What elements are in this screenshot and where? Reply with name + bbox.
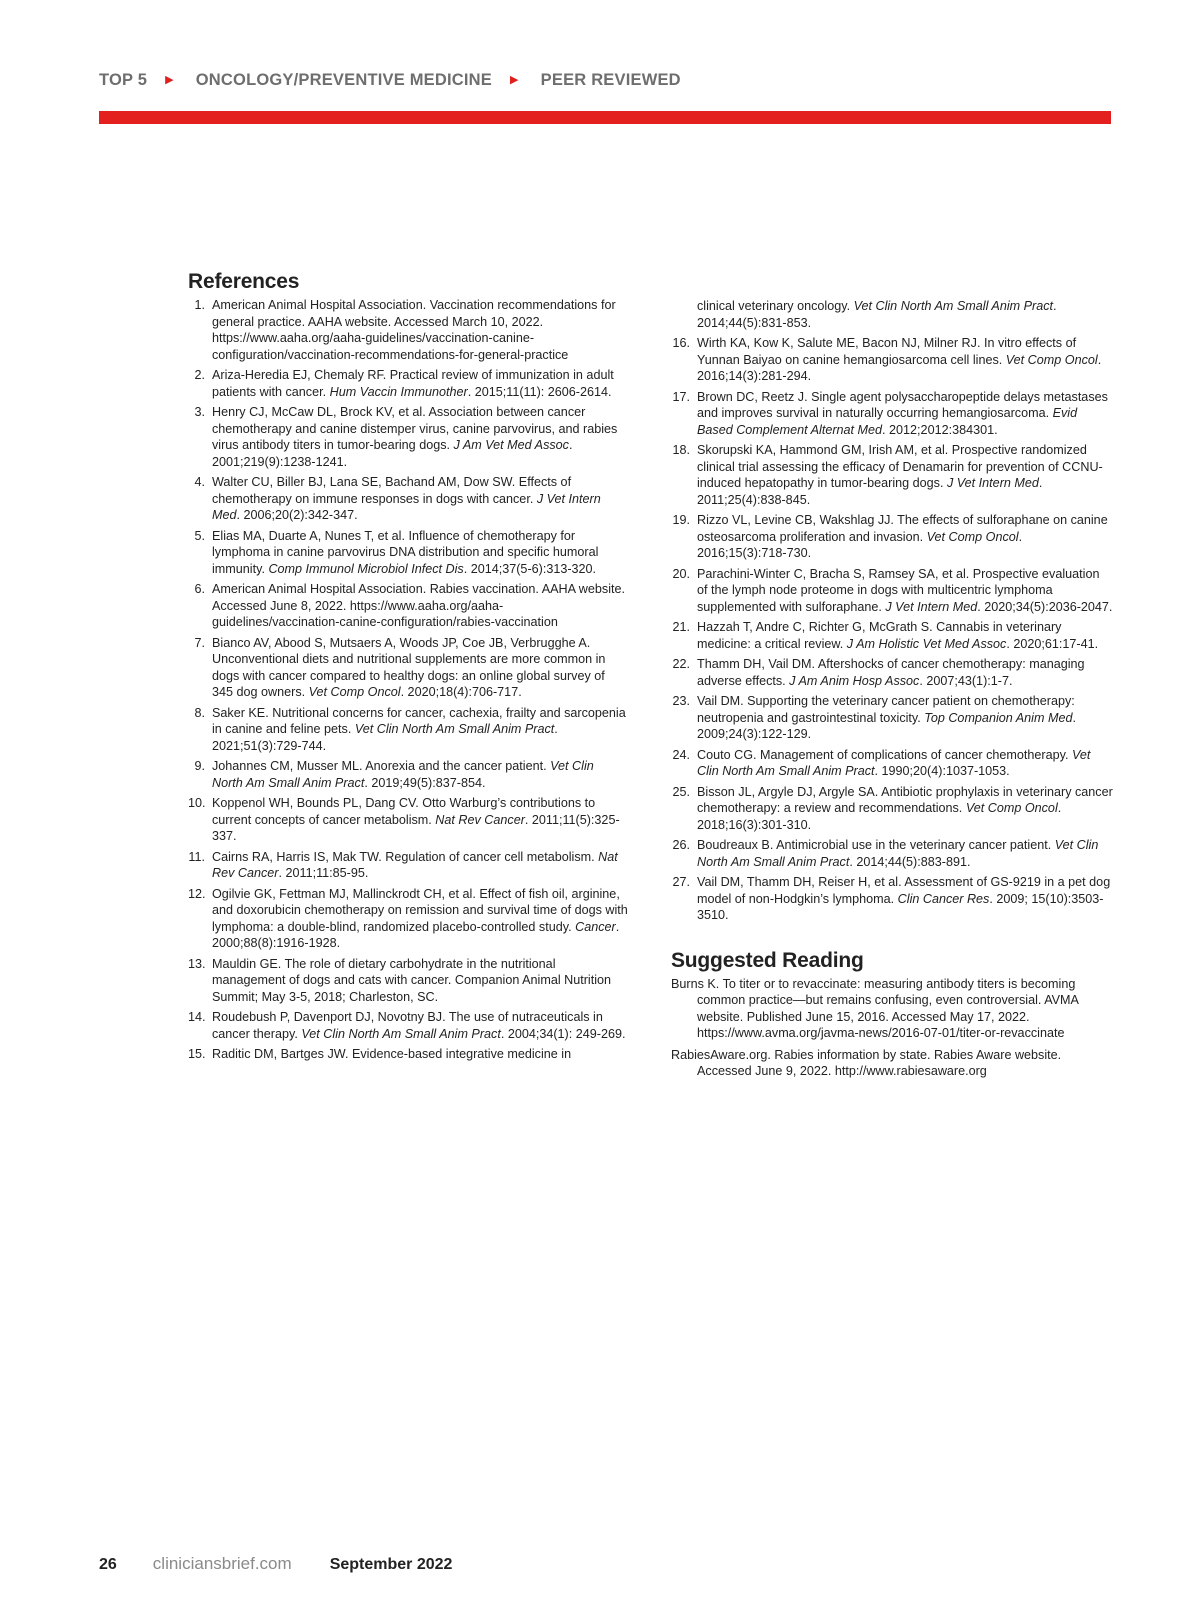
reference-journal: J Vet Intern Med [212, 491, 601, 522]
reference-item [188, 297, 628, 363]
reference-number: 13. [188, 956, 206, 971]
reference-number: 21. [672, 620, 690, 634]
reference-text: Raditic DM, Bartges JW. Evidence-based integrative medicine in [212, 1047, 572, 1061]
reference-citation: . 2016;14(3):281-294. [697, 352, 1102, 383]
reference-text: Roudebush P, Davenport DJ, Novotny BJ. The use of nutraceuticals in cancer therapy. [212, 1010, 603, 1041]
issue-date: September 2022 [329, 1556, 453, 1573]
reference-citation: . 2015;11(11): 2606-2614. [467, 384, 612, 399]
reference-text: Vail DM, Thamm DH, Reiser H, et al. Assessment of GS-9219 in a pet dog model of non-Hodgkin’s lymphoma. [697, 875, 1111, 906]
reference-item [671, 335, 1113, 385]
reference-number: 18. [672, 443, 690, 457]
reference-number: 16. [672, 336, 690, 350]
reference-number: 14. [188, 1010, 206, 1024]
reference-journal: Top Companion Anim Med [924, 710, 1073, 725]
reference-journal: Nat Rev Cancer [212, 849, 618, 880]
reference-item [671, 298, 1113, 331]
reference-number: 15. [188, 1047, 206, 1061]
breadcrumb-separator-icon: ▶ [165, 74, 174, 86]
reference-citation: . 2007;43(1):1-7. [919, 673, 1013, 688]
reference-item [671, 747, 1113, 780]
reference-item [671, 656, 1113, 689]
reference-citation: . 2020;18(4):706-717. [400, 685, 522, 699]
references-title: References [188, 270, 300, 293]
reference-journal: Evid Based Complement Alternat Med [697, 406, 1078, 437]
reference-text: Wirth KA, Kow K, Salute ME, Bacon NJ, Milner RJ. In vitro effects of Yunnan Baiyao on canine hemangiosarcoma cell lines. [697, 336, 1077, 367]
reference-text: Rizzo VL, Levine CB, Wakshlag JJ. The effects of sulforaphane on canine osteosarcoma proliferation and invasion. [697, 513, 1108, 544]
reference-number: 19. [672, 513, 690, 527]
reference-number: 10. [188, 796, 206, 810]
reference-number: 3. [194, 405, 205, 419]
breadcrumb [99, 71, 681, 90]
reference-text: Cairns RA, Harris IS, Mak TW. Regulation of cancer cell metabolism. [212, 849, 599, 864]
reference-citation: . 2011;11(5):325-337. [212, 812, 620, 843]
reference-item [671, 512, 1113, 562]
reference-citation: . 1990;20(4):1037-1053. [874, 764, 1010, 778]
reference-number: 20. [672, 566, 690, 581]
reference-text: Thamm DH, Vail DM. Aftershocks of cancer chemotherapy: managing adverse effects. [697, 657, 1085, 688]
reference-journal: Vet Clin North Am Small Anim Pract [697, 838, 1099, 869]
reference-text: Vail DM. Supporting the veterinary cancer patient on chemotherapy: neutropenia and gastrointestinal toxicity. [697, 694, 1075, 725]
reference-number: 2. [194, 368, 205, 382]
reference-item [671, 566, 1113, 616]
references-list-continued [671, 298, 1113, 924]
reference-number: 11. [188, 849, 205, 864]
reference-number: 26. [672, 838, 690, 852]
reference-text: Bisson JL, Argyle DJ, Argyle SA. Antibiotic prophylaxis in veterinary cancer chemotherapy: a review and recommendations. [697, 784, 1113, 815]
reference-citation: . 2021;51(3):729-744. [212, 722, 558, 753]
reference-journal: Nat Rev Cancer [435, 812, 525, 827]
reference-item [188, 404, 628, 470]
suggested-reading-item: Burns K. To titer or to revaccinate: measuring antibody titers is becoming common practice—but remains confusing, even controversial. AVMA website. Published June 15, 2016. Accessed May 17, 2022. https://www.avma.org/javma-news/2016-07-01/titer-or-revaccinate [671, 976, 1079, 1040]
reference-journal: J Am Holistic Vet Med Assoc [846, 636, 1007, 651]
reference-journal: Cancer [575, 919, 616, 934]
reference-journal: Clin Cancer Res [897, 891, 990, 906]
reference-item [671, 837, 1113, 870]
breadcrumb-separator-icon: ▶ [510, 74, 519, 86]
references-list [188, 297, 628, 1063]
reference-number: 8. [194, 705, 205, 720]
reference-text: Johannes CM, Musser ML. Anorexia and the cancer patient. [212, 759, 551, 773]
reference-number: 24. [672, 747, 690, 762]
reference-number: 5. [194, 528, 205, 543]
suggested-reading-title: Suggested Reading [671, 948, 864, 972]
reference-journal: Vet Clin North Am Small Anim Pract [301, 1026, 501, 1041]
reference-journal: Vet Clin North Am Small Anim Pract [212, 759, 594, 790]
reference-journal: Vet Comp Oncol [1005, 352, 1098, 367]
reference-text: Bianco AV, Abood S, Mutsaers A, Woods JP, Coe JB, Verbrugghe A. Unconventional diets and nutritional supplements are more common in dogs with cancer compared to healthy dogs: an online global survey of 345 dog owners. [212, 635, 606, 699]
reference-journal: Vet Clin North Am Small Anim Pract [354, 722, 555, 736]
reference-number: 23. [672, 694, 690, 708]
reference-citation: . 2018;16(3):301-310. [697, 801, 1062, 832]
reference-citation: . 2004;34(1): 249-269. [500, 1026, 626, 1041]
reference-text: Walter CU, Biller BJ, Lana SE, Bachand AM, Dow SW. Effects of chemotherapy on immune responses in dogs with cancer. [212, 475, 572, 506]
page-number: 26 [99, 1556, 117, 1573]
reference-number: 4. [194, 475, 205, 489]
reference-journal: Vet Comp Oncol [926, 529, 1019, 544]
reference-item [188, 367, 628, 400]
reference-text: Henry CJ, McCaw DL, Brock KV, et al. Association between cancer chemotherapy and canine distemper virus, canine parvovirus, and rabies virus antibody titers in tumor-bearing dogs. [212, 405, 618, 452]
reference-journal: Vet Clin North Am Small Anim Pract [853, 299, 1054, 313]
reference-text: Hazzah T, Andre C, Richter G, McGrath S. Cannabis in veterinary medicine: a critical review. [697, 620, 1062, 651]
reference-text: Parachini-Winter C, Bracha S, Ramsey SA, et al. Prospective evaluation of the lymph node proteome in dogs with multicentric lymphoma supplemented with sulforaphane. [697, 566, 1100, 614]
reference-item [188, 528, 628, 578]
reference-journal: Hum Vaccin Immunother [329, 384, 468, 399]
page-footer [99, 1554, 452, 1574]
reference-citation: . 2020;34(5):2036-2047. [977, 599, 1113, 614]
reference-text: Skorupski KA, Hammond GM, Irish AM, et al. Prospective randomized clinical trial assessing the efficacy of Denamarin for prevention of CCNU-induced hepatopathy in tumor-bearing dogs. [697, 443, 1103, 490]
reference-journal: Vet Comp Oncol [965, 801, 1058, 815]
breadcrumb-top5[interactable]: TOP 5 [99, 71, 148, 89]
reference-text: Couto CG. Management of complications of cancer chemotherapy. [697, 747, 1072, 762]
site-link[interactable]: cliniciansbrief.com [152, 1554, 292, 1573]
suggested-reading-list [671, 976, 1113, 1080]
reference-item [671, 619, 1113, 652]
reference-citation: . 2014;44(5):831-853. [697, 299, 1057, 330]
reference-journal: Vet Comp Oncol [308, 685, 401, 699]
reference-text: Saker KE. Nutritional concerns for cancer, cachexia, frailty and sarcopenia in canine and feline pets. [212, 705, 626, 736]
reference-journal: J Am Anim Hosp Assoc [789, 673, 920, 688]
reference-journal: Comp Immunol Microbiol Infect Dis [268, 561, 464, 576]
reference-item [188, 956, 628, 1006]
reference-item [188, 795, 628, 845]
reference-citation: . 2016;15(3):718-730. [697, 529, 1023, 560]
reference-item [671, 784, 1113, 834]
reference-citation: . 2014;44(5):883-891. [849, 854, 971, 869]
reference-item [188, 758, 628, 791]
reference-item [188, 474, 628, 524]
reference-item [671, 874, 1113, 924]
reference-item [188, 635, 628, 701]
reference-number: 17. [672, 389, 690, 404]
reference-item [671, 389, 1113, 439]
suggested-reading-item: RabiesAware.org. Rabies information by state. Rabies Aware website. Accessed June 9, 2022. http://www.rabiesaware.org [671, 1047, 1062, 1078]
reference-citation: . 2000;88(8):1916-1928. [212, 919, 620, 950]
header-accent-bar [99, 111, 1111, 124]
reference-item [188, 849, 628, 882]
reference-number: 22. [672, 657, 690, 671]
reference-text: Ariza-Heredia EJ, Chemaly RF. Practical review of immunization in adult patients with cancer. [212, 368, 614, 399]
reference-number: 9. [194, 759, 205, 773]
reference-number: 7. [194, 635, 205, 650]
reference-text: Mauldin GE. The role of dietary carbohydrate in the nutritional management of dogs and cats with cancer. Companion Animal Nutrition Summit; May 3-5, 2018; Charleston, SC. [212, 956, 612, 1004]
reference-journal: J Vet Intern Med [885, 599, 978, 614]
reference-item [188, 886, 628, 952]
references-column-left [188, 269, 628, 1067]
breadcrumb-oncology[interactable]: ONCOLOGY/PREVENTIVE MEDICINE [195, 71, 492, 89]
reference-citation: . 2012;2012:384301. [882, 422, 998, 437]
reference-number: 27. [672, 875, 690, 889]
references-column-right [671, 298, 1113, 1085]
reference-journal: J Am Vet Med Assoc [453, 438, 569, 452]
reference-number: 6. [194, 582, 205, 596]
reference-text: Elias MA, Duarte A, Nunes T, et al. Influence of chemotherapy for lymphoma in canine parvovirus DNA distribution and specific humoral immunity. [212, 528, 599, 576]
reference-item [188, 1009, 628, 1042]
reference-text: Koppenol WH, Bounds PL, Dang CV. Otto Warburg’s contributions to current concepts of cancer metabolism. [212, 796, 596, 827]
reference-item [188, 581, 628, 631]
reference-citation: . 2020;61:17-41. [1006, 636, 1099, 651]
reference-text: Boudreaux B. Antimicrobial use in the veterinary cancer patient. [697, 838, 1055, 852]
reference-citation: . 2014;37(5-6):313-320. [463, 561, 597, 576]
reference-item [671, 442, 1113, 508]
reference-journal: J Vet Intern Med [946, 476, 1039, 490]
reference-text: Brown DC, Reetz J. Single agent polysaccharopeptide delays metastases and improves survival in naturally occurring hemangiosarcoma. [697, 389, 1108, 420]
reference-text: American Animal Hospital Association. Rabies vaccination. AAHA website. Accessed June 8, 2022. https://www.aaha.org/aaha-guidelines/vaccination-canine-configuration/rabies-vaccination [212, 582, 625, 629]
reference-journal: Vet Clin North Am Small Anim Pract [697, 747, 1091, 778]
reference-citation: . 2006;20(2):342-347. [236, 508, 358, 522]
reference-citation: . 2011;25(4):838-845. [697, 476, 1043, 507]
reference-text: clinical veterinary oncology. [697, 299, 854, 313]
reference-item [188, 1046, 628, 1063]
reference-citation: . 2019;49(5):837-854. [364, 775, 486, 790]
suggested-reading-section [671, 948, 1113, 1080]
reference-number: 12. [188, 886, 206, 901]
reference-citation: . 2001;219(9):1238-1241. [212, 438, 573, 469]
reference-text: American Animal Hospital Association. Vaccination recommendations for general practice. AAHA website. Accessed March 10, 2022. https://www.aaha.org/aaha-guidelines/vaccination-canine-configuration/vaccination-recommendations-for-general-practice [212, 298, 616, 362]
reference-item [671, 693, 1113, 743]
reference-citation: . 2009; 15(10):3503-3510. [697, 891, 1104, 922]
reference-number: 25. [672, 784, 690, 799]
breadcrumb-peer-reviewed[interactable]: PEER REVIEWED [540, 71, 681, 89]
reference-text: Ogilvie GK, Fettman MJ, Mallinckrodt CH, et al. Effect of fish oil, arginine, and doxorubicin chemotherapy on remission and survival time of dogs with lymphoma: a double-blind, randomized placebo-controlled study. [212, 886, 628, 934]
reference-number: 1. [194, 298, 205, 312]
reference-citation: . 2011;11:85-95. [278, 866, 369, 880]
reference-item [188, 705, 628, 755]
reference-citation: . 2009;24(3):122-129. [697, 710, 1076, 741]
